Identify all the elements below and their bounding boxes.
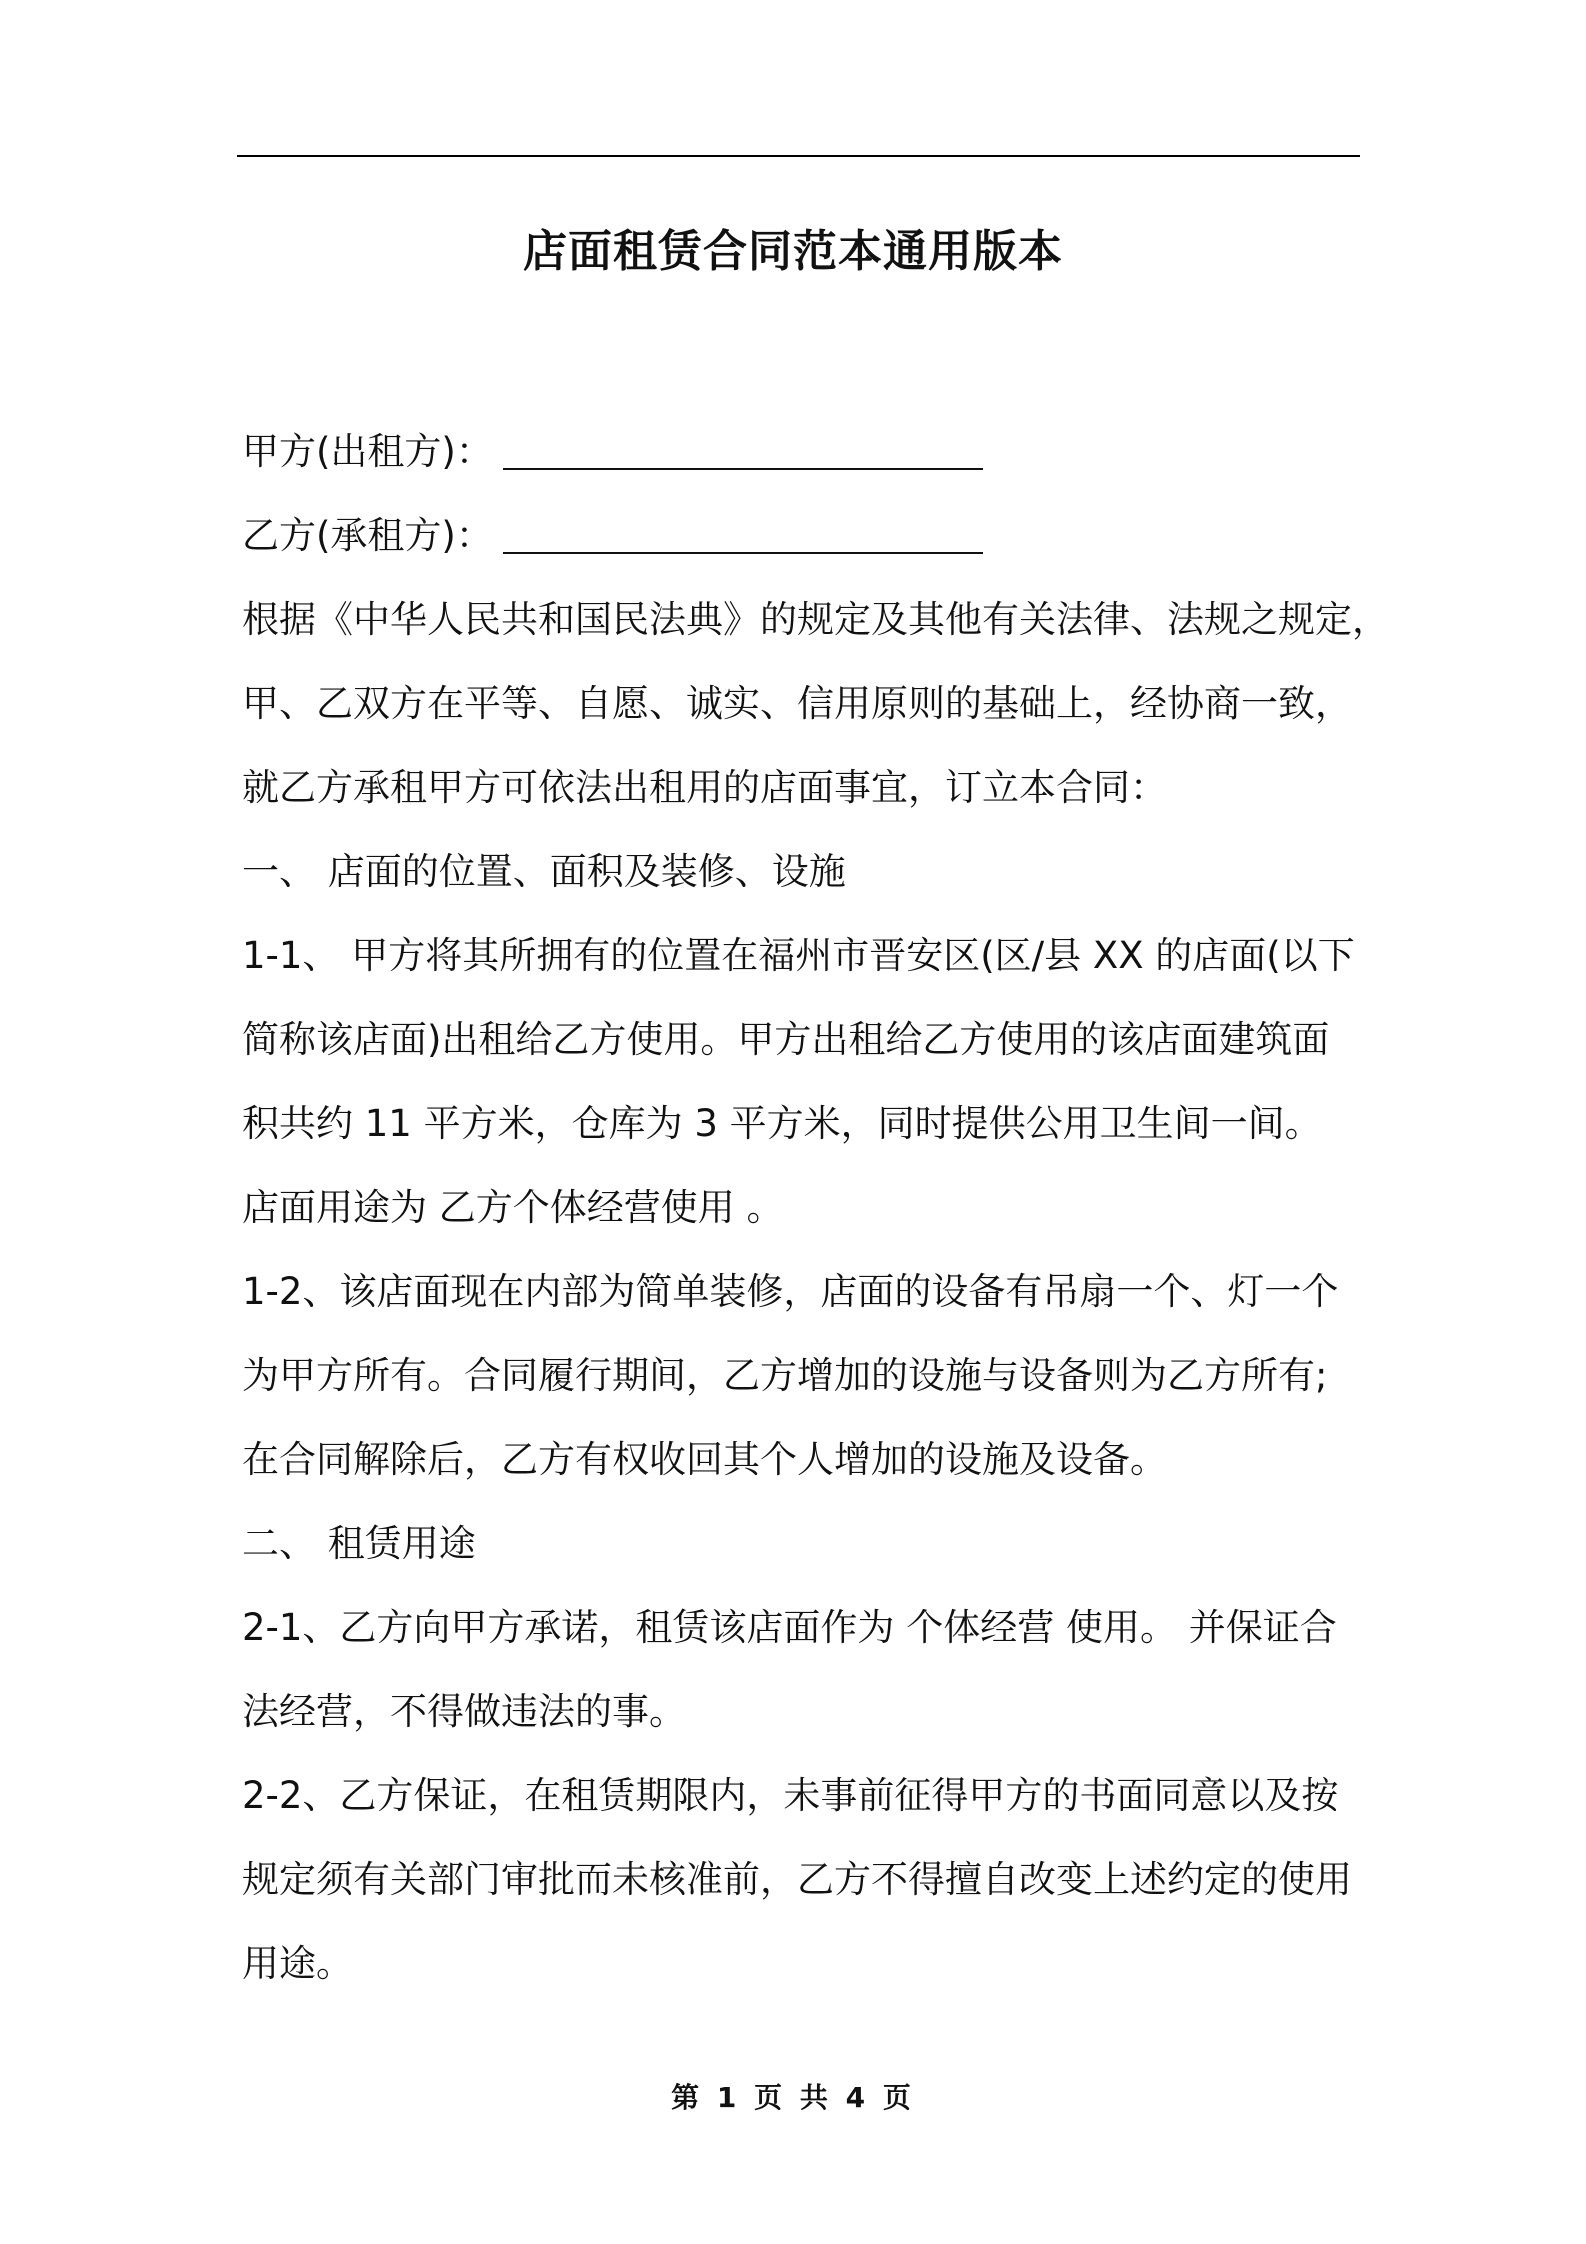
body-line: 简称该店面)出租给乙方使用。甲方出租给乙方使用的该店面建筑面 <box>242 1018 1330 1061</box>
document-title: 店面租赁合同范本通用版本 <box>523 226 1063 277</box>
party-b-label: 乙方(承租方)： <box>242 514 493 557</box>
body-line: 在合同解除后，乙方有权收回其个人增加的设施及设备。 <box>242 1438 1167 1481</box>
header-rule <box>237 155 1360 157</box>
party-b-blank <box>503 512 983 554</box>
body-line: 规定须有关部门审批而未核准前，乙方不得擅自改变上述约定的使用 <box>242 1858 1352 1901</box>
page-footer: 第 1 页 共 4 页 <box>671 2081 915 2114</box>
body-line: 甲、乙双方在平等、自愿、诚实、信用原则的基础上，经协商一致， <box>242 682 1352 725</box>
body-line: 1-2、该店面现在内部为简单装修，店面的设备有吊扇一个、灯一个 <box>242 1270 1339 1313</box>
party-a-line <box>242 410 1360 494</box>
document-body <box>242 410 1389 2006</box>
body-line: 积共约 11 平方米，仓库为 3 平方米，同时提供公用卫生间一间。 <box>242 1102 1322 1145</box>
body-line: 1-1、 甲方将其所拥有的位置在福州市晋安区(区/县 XX 的店面(以下 <box>242 934 1355 977</box>
body-line: 2-1、乙方向甲方承诺，租赁该店面作为 个体经营 使用。 并保证合 <box>242 1606 1337 1649</box>
body-line: 为甲方所有。合同履行期间，乙方增加的设施与设备则为乙方所有; <box>242 1354 1328 1397</box>
body-line: 就乙方承租甲方可依法出租用的店面事宜，订立本合同： <box>242 766 1167 809</box>
party-a-blank <box>503 428 983 470</box>
body-line: 法经营，不得做违法的事。 <box>242 1690 686 1733</box>
body-line: 店面用途为 乙方个体经营使用 。 <box>242 1186 784 1229</box>
body-line: 用途。 <box>242 1942 353 1985</box>
party-a-label: 甲方(出租方)： <box>242 430 493 473</box>
section-heading: 一、 店面的位置、面积及装修、设施 <box>242 850 846 893</box>
body-line: 根据《中华人民共和国民法典》的规定及其他有关法律、法规之规定， <box>242 598 1389 641</box>
party-b-line <box>242 494 1360 578</box>
section-heading: 二、 租赁用途 <box>242 1522 476 1565</box>
body-line: 2-2、乙方保证，在租赁期限内，未事前征得甲方的书面同意以及按 <box>242 1774 1339 1817</box>
